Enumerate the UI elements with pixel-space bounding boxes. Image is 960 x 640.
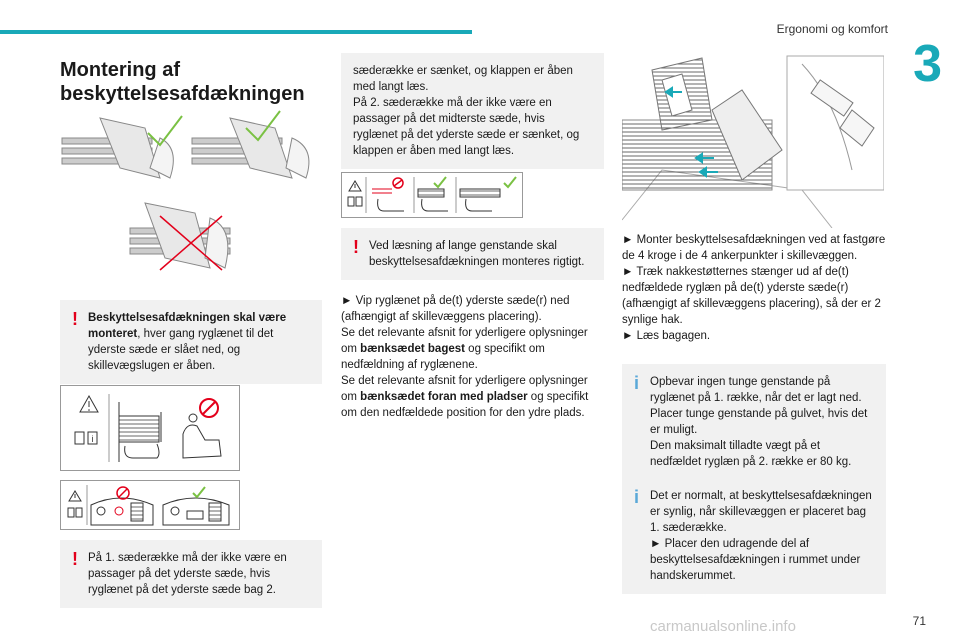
svg-text:i: i: [91, 434, 94, 444]
info-2-text: Det er normalt, at beskyttelsesafdækningen er synlig, når skillevæggen er placeret bag 1. sæderække. ► Placer den udragende del af beskyttelsesafdækningen i rummet under handskerummet.: [650, 490, 872, 582]
manual-book-icon: [75, 432, 97, 444]
chapter-number: 3: [913, 35, 942, 93]
exclamation-icon: !: [72, 549, 78, 569]
prohibited-icon: [117, 487, 129, 499]
seat-position-illustration: [60, 108, 322, 294]
column-3-body: [622, 232, 886, 344]
prohibited-icon: [393, 178, 403, 188]
info-icon: i: [634, 487, 640, 507]
para-2: Se det relevante afsnit for yderligere oplysninger om bænksædet foran med pladser og specifikt om den nedfældede position for den ydre plads.: [341, 375, 589, 419]
exclamation-icon: !: [353, 237, 359, 257]
page-number: 71: [912, 614, 926, 628]
manual-book-icon: [68, 508, 82, 517]
pictogram-2: [60, 480, 240, 530]
warning-box-2: [60, 540, 322, 608]
warning-box-3: [341, 228, 604, 280]
checkmark-icon: [193, 487, 205, 497]
warning-3-text: Ved læsning af lange genstande skal beskyttelsesafdækningen monteres rigtigt.: [369, 240, 585, 268]
column-1: [60, 50, 322, 106]
running-head: Ergonomi og komfort: [776, 22, 888, 36]
pictogram-3: [341, 172, 523, 218]
section-heading: Montering af beskyttelsesafdækningen: [60, 59, 305, 105]
pictogram-1: [60, 385, 240, 471]
column-2-body: [341, 293, 605, 421]
info-box-2: [622, 478, 886, 594]
header-accent-bar: [0, 30, 472, 34]
cover-mounting-illustration: [622, 50, 884, 228]
continued-text: sæderække er sænket, og klappen er åben med langt læs. På 2. sæderække må der ikke være en passager på det midterste sæde, hvis ryglænet på det yderste sæde er sænket, og klappen er åben med langt læs.: [353, 65, 580, 157]
manual-book-icon: [348, 197, 362, 206]
para-1a: ► Vip ryglænet på de(t) yderste sæde(r) ned (afhængigt af skillevæggens placering).: [341, 295, 570, 323]
warning-2-text: På 1. sæderække må der ikke være en passager på det yderste sæde, hvis ryglænet på det yderste sæde bag 2.: [88, 552, 287, 596]
info-icon: i: [634, 373, 640, 393]
prohibited-icon: [200, 399, 218, 417]
info-box-1: [622, 364, 886, 480]
warning-1-text: , hver gang ryglænet til det yderste sæde er slået ned, og skillevægslugen er åben.: [88, 328, 274, 372]
warning-1-bold: Beskyttelsesafdækningen skal være monteret: [88, 312, 287, 340]
step-3: ► Læs bagagen.: [622, 330, 711, 342]
info-1-text: Opbevar ingen tunge genstande på ryglænet på 1. række, når det er lagt ned. Placer tunge genstande på gulvet, hvis det er muligt. Den maksimalt tilladte vægt på et nedfældet ryglæn på 2. række er 80 kg.: [650, 376, 868, 468]
warning-box-1: [60, 300, 322, 384]
warning-triangle-icon: [349, 181, 361, 191]
step-2: ► Træk nakkestøtternes stænger ud af de(t) nedfældede ryglæn på de(t) yderste sæde(r) (afhængigt af skillevæggens placering), så der er 2 synlige hak.: [622, 266, 881, 326]
warning-triangle-icon: [69, 491, 81, 501]
para-1b: Se det relevante afsnit for yderligere oplysninger om bænksædet bagest og specifikt om nedfældning af ryglænene.: [341, 327, 588, 371]
checkmark-icon: [504, 177, 516, 187]
watermark: carmanualsonline.info: [650, 618, 796, 635]
exclamation-icon: !: [72, 309, 78, 329]
checkmark-icon: [434, 177, 446, 187]
warning-triangle-icon: [80, 396, 98, 412]
step-1: ► Monter beskyttelsesafdækningen ved at fastgøre de 4 kroge i de 4 ankerpunkter i skillevæggen.: [622, 234, 886, 262]
continued-box: [341, 53, 604, 169]
